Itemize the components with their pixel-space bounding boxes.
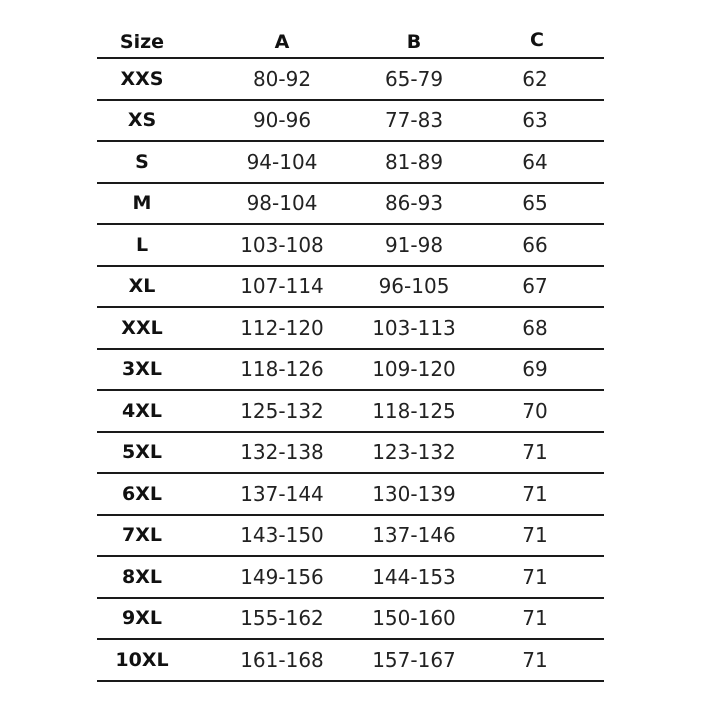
table-row [97,184,604,226]
cell-a: 161-168 [240,647,324,672]
cell-size: XL [128,275,156,298]
table-row [97,101,604,143]
cell-size: 9XL [122,607,162,630]
cell-c: 71 [522,523,548,548]
cell-c: 63 [522,108,548,133]
cell-b: 91-98 [384,232,444,257]
cell-c: 71 [522,481,548,506]
header-size: Size [119,30,165,53]
table-row [97,640,604,682]
table-row [97,308,604,350]
cell-size: 10XL [115,648,169,671]
cell-a: 90-96 [252,108,312,133]
cell-size: 8XL [122,565,162,588]
cell-size: M [132,192,152,215]
table-row [97,599,604,641]
table-row [97,474,604,516]
cell-a: 107-114 [240,274,324,299]
cell-b: 144-153 [372,564,456,589]
cell-a: 80-92 [252,66,312,91]
cell-a: 155-162 [240,606,324,631]
cell-size: XXL [121,316,163,339]
cell-a: 125-132 [240,398,324,423]
table-row [97,225,604,267]
cell-b: 157-167 [372,647,456,672]
cell-size: XS [127,109,157,132]
table-row [97,142,604,184]
cell-size: 4XL [122,399,162,422]
cell-b: 150-160 [372,606,456,631]
cell-a: 98-104 [246,191,318,216]
cell-b: 96-105 [378,274,450,299]
cell-c: 71 [522,606,548,631]
header-b: B [406,30,422,53]
cell-c: 70 [522,398,548,423]
cell-a: 149-156 [240,564,324,589]
table-row [97,557,604,599]
cell-b: 86-93 [384,191,444,216]
size-chart-table [97,22,604,682]
table-row [97,516,604,558]
table-row [97,433,604,475]
cell-a: 137-144 [240,481,324,506]
cell-b: 123-132 [372,440,456,465]
cell-c: 69 [522,357,548,382]
cell-b: 118-125 [372,398,456,423]
cell-c: 71 [522,647,548,672]
cell-c: 67 [522,274,548,299]
cell-c: 66 [522,232,548,257]
cell-size: 6XL [122,482,162,505]
cell-b: 65-79 [384,66,444,91]
table-header-row [97,22,604,59]
table-body [97,59,604,682]
cell-b: 77-83 [384,108,444,133]
table-row [97,267,604,309]
cell-size: 5XL [122,441,162,464]
cell-b: 137-146 [372,523,456,548]
cell-a: 143-150 [240,523,324,548]
cell-c: 68 [522,315,548,340]
cell-size: 3XL [122,358,162,381]
table-row [97,59,604,101]
cell-size: S [135,150,149,173]
cell-size: L [135,233,149,256]
header-a: A [274,30,290,53]
cell-size: 7XL [122,524,162,547]
table-row [97,391,604,433]
cell-a: 94-104 [246,149,318,174]
header-c: C [530,28,544,51]
cell-c: 64 [522,149,548,174]
cell-b: 130-139 [372,481,456,506]
cell-c: 65 [522,191,548,216]
table-row [97,350,604,392]
cell-a: 132-138 [240,440,324,465]
cell-a: 118-126 [240,357,324,382]
cell-a: 112-120 [240,315,324,340]
cell-size: XXS [120,67,164,90]
cell-c: 62 [522,66,548,91]
cell-b: 103-113 [372,315,456,340]
cell-c: 71 [522,564,548,589]
cell-b: 109-120 [372,357,456,382]
cell-b: 81-89 [384,149,444,174]
cell-c: 71 [522,440,548,465]
cell-a: 103-108 [240,232,324,257]
